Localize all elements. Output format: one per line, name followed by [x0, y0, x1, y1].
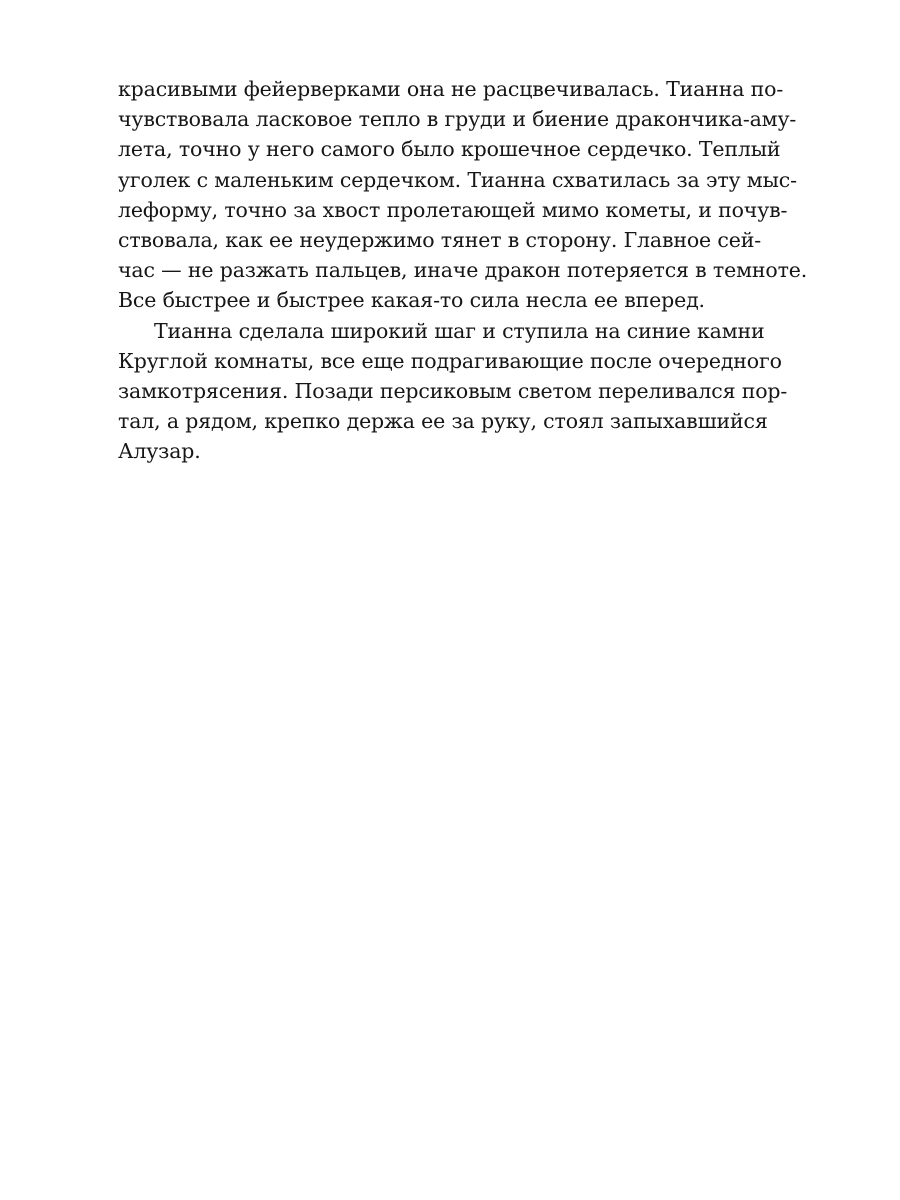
text-line: Все быстрее и быстрее какая-то сила несла ее вперед.: [118, 288, 705, 313]
text-line: Круглой комнаты, все еще подрагивающие после очередного: [118, 348, 782, 373]
text-line: красивыми фейерверками она не расцвечивалась. Тианна по-: [118, 77, 784, 101]
text-line: леформу, точно за хвост пролетающей мимо кометы, и почув-: [118, 197, 788, 222]
text-line: лета, точно у него самого было крошечное сердечко. Теплый: [118, 137, 781, 162]
text-line: ствовала, как ее неудержимо тянет в сторону. Главное сей-: [118, 228, 761, 253]
body-text: [118, 74, 808, 467]
paragraph-2: [118, 316, 788, 467]
text-line: чувствовала ласковое тепло в груди и биение дракончика-аму-: [118, 107, 797, 132]
text-line: уголек с маленьким сердечком. Тианна схватилась за эту мыс-: [118, 167, 797, 192]
text-line: замкотрясения. Позади персиковым светом переливался пор-: [118, 379, 788, 404]
paragraph-1: [118, 74, 808, 316]
text-line: тал, а рядом, крепко держа ее за руку, стоял запыхавшийся: [118, 409, 768, 434]
text-line: Тианна сделала широкий шаг и ступила на синие камни: [154, 318, 765, 343]
text-line: Алузар.: [118, 439, 201, 464]
text-line: час — не разжать пальцев, иначе дракон потеряется в темноте.: [118, 258, 808, 283]
